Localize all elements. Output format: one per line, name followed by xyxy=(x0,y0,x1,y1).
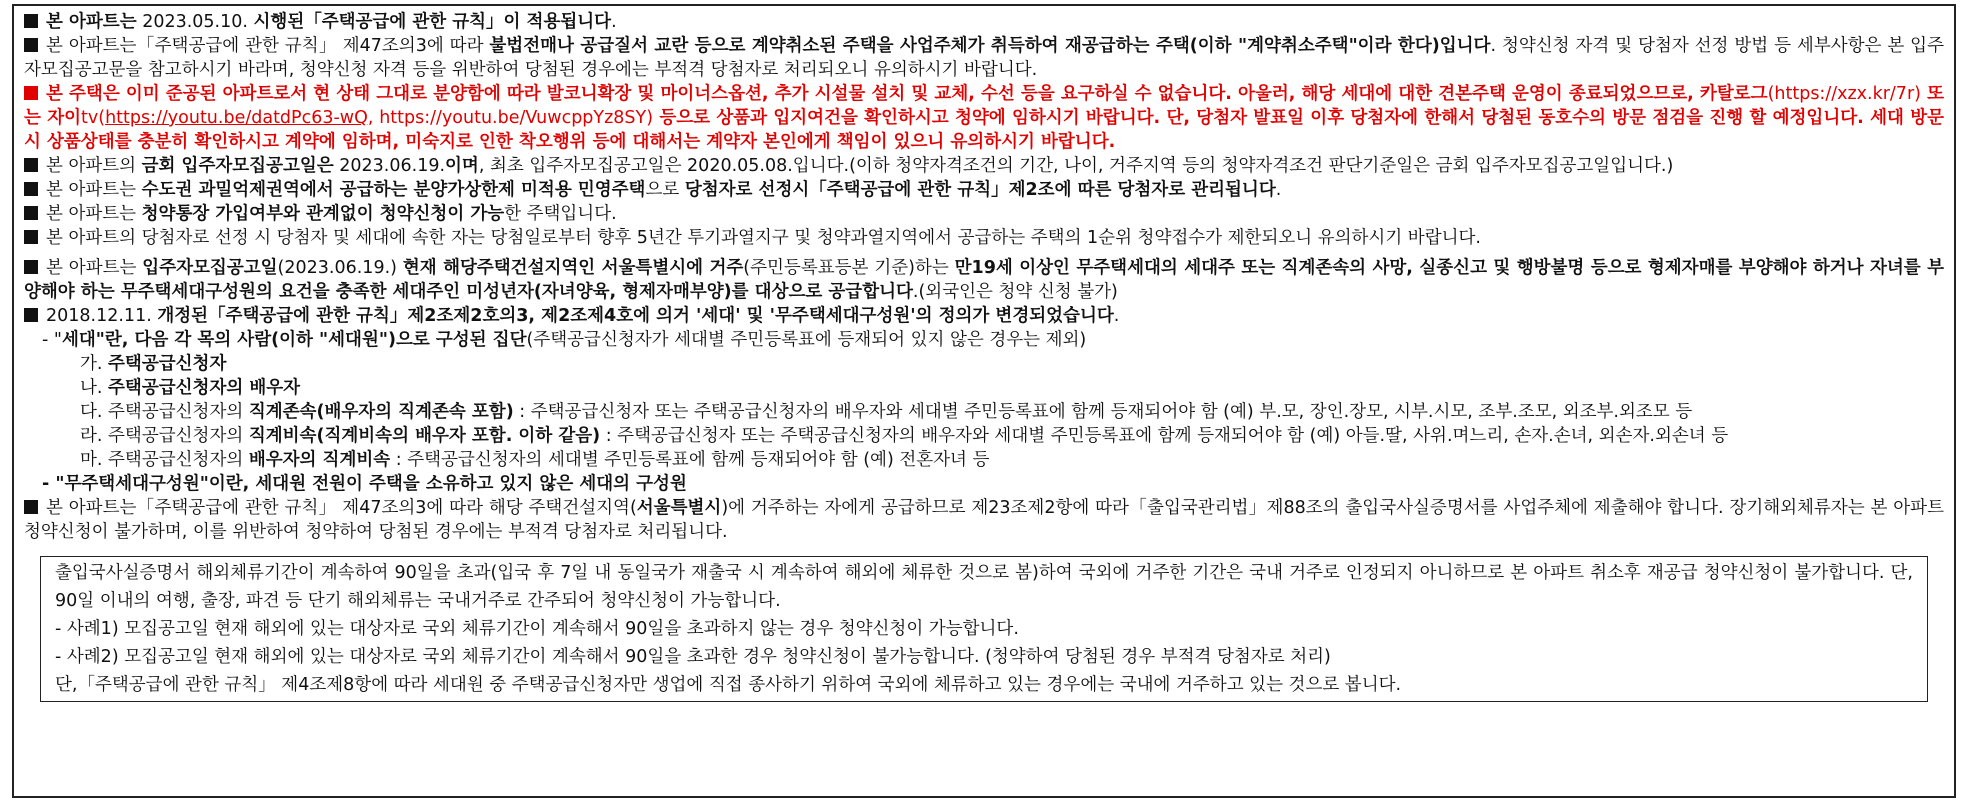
notice-item-announcement-date: 본 아파트의 금회 입주자모집공고일은 2023.06.19.이며, 최초 입주자모집공고일은 2020.05.08.입니다.(이하 청약자격조건의 기간, 나이, 거주지역 등의 청약자격조건 판단기준일은 금회 입주자모집공고일입니다.) xyxy=(24,154,1944,178)
youtube-link-1[interactable]: https://youtu.be/datdPc63-wQ xyxy=(105,108,368,128)
square-bullet-icon xyxy=(24,38,38,52)
notice-item-restriction: 본 아파트의 당첨자로 선정 시 당첨자 및 세대에 속한 자는 당첨일로부터 향후 5년간 투기과열지구 및 청약과열지역에서 공급하는 주택의 1순위 청약접수가 제한되오니 유의하시기 바랍니다. xyxy=(24,226,1944,250)
household-item-na: 나. 주택공급신청자의 배우자 xyxy=(80,378,301,398)
notice-item-metro-area: 본 아파트는 수도권 과밀억제권역에서 공급하는 분양가상한제 미적용 민영주택으로 당첨자로 선정시「주택공급에 관한 규칙」제2조에 따른 당첨자로 관리됩니다. xyxy=(24,178,1944,202)
square-bullet-icon xyxy=(24,260,38,274)
square-bullet-icon xyxy=(24,308,38,322)
household-item-ma: 마. 주택공급신청자의 배우자의 직계비속 : 주택공급신청자의 세대별 주민등록표에 함께 등재되어야 함 (예) 전혼자녀 등 xyxy=(80,450,990,470)
notice-item-bankbook: 본 아파트는 청약통장 가입여부와 관계없이 청약신청이 가능한 주택입니다. xyxy=(24,202,1944,226)
note-case-2: - 사례2) 모집공고일 현재 해외에 있는 대상자로 국외 체류기간이 계속해서 90일을 초과한 경우 청약신청이 불가능합니다. (청약하여 당첨된 경우 부적격 당첨자로 처리) xyxy=(55,647,1331,667)
notice-document xyxy=(12,4,1956,798)
square-bullet-icon xyxy=(24,14,38,28)
household-definition: - "세대"란, 다음 각 목의 사람(이하 "세대원")으로 구성된 집단(주택공급신청자가 세대별 주민등록표에 등재되어 있지 않은 경우는 제외) xyxy=(42,330,1087,350)
square-bullet-icon xyxy=(24,500,38,514)
catalog-link[interactable]: (https://xzx.kr/7r) xyxy=(1767,84,1921,104)
notice-item-definition-change: 2018.12.11. 개정된「주택공급에 관한 규칙」제2조제2호의3, 제2조제4호에 의거 '세대' 및 '무주택세대구성원'의 정의가 변경되었습니다. xyxy=(24,304,1944,328)
overseas-note-box xyxy=(40,556,1928,702)
square-bullet-icon xyxy=(24,86,38,100)
notice-item-as-is-warning: 본 주택은 이미 준공된 아파트로서 현 상태 그대로 분양함에 따라 발코니확장 및 마이너스옵션, 추가 시설물 설치 및 교체, 수선 등을 요구하실 수 없습니다. 아울러, 해당 세대에 대한 견본주택 운영이 종료되었으므로, 카탈로그(https://xzx.kr/7r) 또는 자이tv(https://youtu.be/datdPc63-wQ, https://youtu.be/VuwcppYz8SY) 등으로 상품과 입지여건을 확인하시고 청약에 임하시기 바랍니다. 단, 당첨자 발표일 이후 당첨자에 한해서 당첨된 동호수의 방문 점검을 진행 할 예정입니다. 세대 방문시 상품상태를 충분히 확인하시고 계약에 임하며, 미숙지로 인한 착오행위 등에 대해서는 계약자 본인에게 책임이 있으니 유의하시기 바랍니다. xyxy=(24,84,1944,152)
notice-item-resupply: 본 아파트는「주택공급에 관한 규칙」 제47조의3에 따라 불법전매나 공급질서 교란 등으로 계약취소된 주택을 사업주체가 취득하여 재공급하는 주택(이하 "계약취소주택"이라 한다)입니다. 청약신청 자격 및 당첨자 선정 방법 등 세부사항은 본 입주자모집공고문을 참고하시기 바라며, 청약신청 자격 등을 위반하여 당첨된 경우에는 부적격 당첨자로 처리되오니 유의하시기 바랍니다. xyxy=(24,36,1944,80)
no-house-member-definition: - "무주택세대구성원"이란, 세대원 전원이 주택을 소유하고 있지 않은 세대의 구성원 xyxy=(42,474,687,494)
household-item-da: 다. 주택공급신청자의 직계존속(배우자의 직계존속 포함) : 주택공급신청자 또는 주택공급신청자의 배우자와 세대별 주민등록표에 함께 등재되어야 함 (예) 부.모, 장인.장모, 시부.시모, 조부.조모, 외조부.외조모 등 xyxy=(80,402,1693,422)
notice-item-regulation: 본 아파트는 2023.05.10. 시행된「주택공급에 관한 규칙」이 적용됩니다. xyxy=(24,10,1944,34)
square-bullet-icon xyxy=(24,182,38,196)
square-bullet-icon xyxy=(24,230,38,244)
square-bullet-icon xyxy=(24,158,38,172)
youtube-link-2[interactable]: https://youtu.be/VuwcppYz8SY xyxy=(379,108,647,128)
notice-item-overseas: 본 아파트는「주택공급에 관한 규칙」 제47조의3에 따라 해당 주택건설지역(서울특별시)에 거주하는 자에게 공급하므로 제23조제2항에 따라「출입국관리법」제88조의 출입국사실증명서를 사업주체에 제출해야 합니다. 장기해외체류자는 본 아파트 청약신청이 불가하며, 이를 위반하여 청약하여 당첨된 경우에는 부적격 당첨자로 처리됩니다. xyxy=(24,498,1944,542)
square-bullet-icon xyxy=(24,206,38,220)
note-paragraph-1: 출입국사실증명서 해외체류기간이 계속하여 90일을 초과(입국 후 7일 내 동일국가 재출국 시 계속하여 해외에 체류한 것으로 봄)하여 국외에 거주한 기간은 국내 거주로 인정되지 아니하므로 본 아파트 취소후 재공급 청약신청이 불가합니다. 단, 90일 이내의 여행, 출장, 파견 등 단기 해외체류는 국내거주로 간주되어 청약신청이 가능합니다. xyxy=(55,563,1913,611)
household-item-ga: 가. 주택공급신청자 xyxy=(80,354,227,374)
household-item-ra: 라. 주택공급신청자의 직계비속(직계비속의 배우자 포함. 이하 같음) : 주택공급신청자 또는 주택공급신청자의 배우자와 세대별 주민등록표에 함께 등재되어야 함 (예) 아들.딸, 사위.며느리, 손자.손녀, 외손자.외손녀 등 xyxy=(80,426,1729,446)
note-case-1: - 사례1) 모집공고일 현재 해외에 있는 대상자로 국외 체류기간이 계속해서 90일을 초과하지 않는 경우 청약신청이 가능합니다. xyxy=(55,619,1019,639)
note-paragraph-2: 단,「주택공급에 관한 규칙」 제4조제8항에 따라 세대원 중 주택공급신청자만 생업에 직접 종사하기 위하여 국외에 체류하고 있는 경우에는 국내에 거주하고 있는 것으로 봅니다. xyxy=(55,675,1402,695)
notice-item-eligibility: 본 아파트는 입주자모집공고일(2023.06.19.) 현재 해당주택건설지역인 서울특별시에 거주(주민등록표등본 기준)하는 만19세 이상인 무주택세대의 세대주 또는 직계존속의 사망, 실종신고 및 행방불명 등으로 형제자매를 부양해야 하거나 자녀를 부양해야 하는 무주택세대구성원의 요건을 충족한 세대주인 미성년자(자녀양육, 형제자매부양)를 대상으로 공급합니다.(외국인은 청약 신청 불가) xyxy=(24,258,1944,302)
